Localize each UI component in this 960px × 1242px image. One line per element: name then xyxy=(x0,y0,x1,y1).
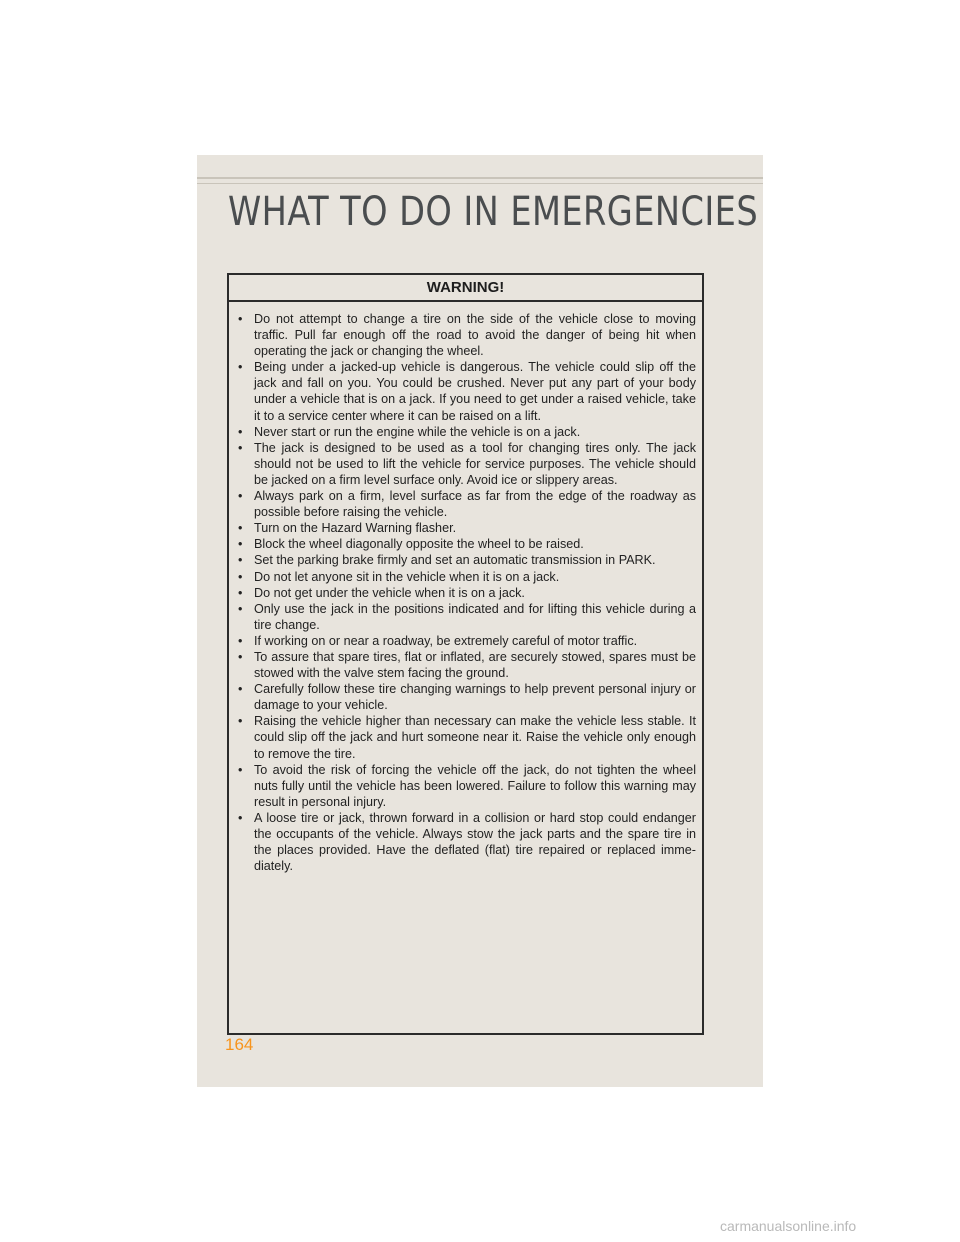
warning-item xyxy=(237,552,696,568)
bullet-icon: • xyxy=(238,569,243,584)
warning-item xyxy=(237,681,696,713)
warning-item-text: Do not attempt to change a tire on the side of the vehicle close to moving traffic. Pull far enough off the road to avoid the danger of being hit when operating the jack or changing the wheel. xyxy=(254,312,696,359)
bullet-icon: • xyxy=(238,633,243,648)
warning-item xyxy=(237,762,696,810)
warning-item xyxy=(237,536,696,552)
bullet-icon: • xyxy=(238,682,243,697)
warning-item-text: Being under a jacked-up vehicle is dangerous. The vehicle could slip off the jack and fall on you. You could be crushed. Never put any part of your body under a vehicle that is on a jack. If you need to get under a raised vehicle, take it to a service center where it can be raised on a lift. xyxy=(254,360,696,423)
bullet-icon: • xyxy=(238,585,243,600)
page-number: 164 xyxy=(225,1035,254,1054)
section-title: WHAT TO DO IN EMERGENCIES xyxy=(228,189,759,235)
warning-item-text: Block the wheel diagonally opposite the wheel to be raised. xyxy=(254,537,584,552)
bullet-icon: • xyxy=(238,553,243,568)
warning-title: WARNING! xyxy=(229,275,702,302)
warning-item xyxy=(237,810,696,874)
bullet-icon: • xyxy=(238,537,243,552)
warning-item xyxy=(237,713,696,761)
warning-item xyxy=(237,488,696,520)
bullet-icon: • xyxy=(238,360,243,375)
warning-box xyxy=(227,273,704,1035)
warning-item xyxy=(237,649,696,681)
header-rule-secondary xyxy=(197,183,763,184)
warning-item xyxy=(237,633,696,649)
warning-item xyxy=(237,440,696,488)
bullet-icon: • xyxy=(238,424,243,439)
bullet-icon: • xyxy=(238,601,243,616)
header-rule xyxy=(197,177,763,179)
warning-item-text: To avoid the risk of forcing the vehicle off the jack, do not tighten the wheel nuts fully until the vehicle has been lowered. Failure to follow this warning may result in personal injury. xyxy=(254,762,696,809)
bullet-icon: • xyxy=(238,714,243,729)
warning-item xyxy=(237,569,696,585)
warning-item-text: A loose tire or jack, thrown forward in a collision or hard stop could endanger the occupants of the vehicle. Always stow the jack parts and the spare tire in the places provided. Have the deflated (flat) tire repaired or replaced imme-diately. xyxy=(254,810,696,874)
warning-item-text: If working on or near a roadway, be extremely careful of motor traffic. xyxy=(254,633,638,648)
warning-item xyxy=(237,520,696,536)
bullet-icon: • xyxy=(238,521,243,536)
warning-item-text: Turn on the Hazard Warning flasher. xyxy=(254,521,457,536)
warning-item xyxy=(237,601,696,633)
warning-item-text: Set the parking brake firmly and set an automatic transmission in PARK. xyxy=(254,553,656,568)
manual-page xyxy=(197,155,763,1087)
warning-item-text: Do not let anyone sit in the vehicle when it is on a jack. xyxy=(254,569,560,584)
warning-item-text: To assure that spare tires, flat or inflated, are securely stowed, spares must be stowed with the valve stem facing the ground. xyxy=(254,649,696,681)
warning-item xyxy=(237,311,696,359)
warning-item-text: Never start or run the engine while the vehicle is on a jack. xyxy=(254,424,581,439)
watermark: carmanualsonline.info xyxy=(720,1218,857,1234)
warning-item-text: Carefully follow these tire changing warnings to help prevent personal injury or damage to your vehicle. xyxy=(254,682,696,713)
warning-item-text: Do not get under the vehicle when it is on a jack. xyxy=(254,585,525,600)
bullet-icon: • xyxy=(238,312,243,326)
warning-item xyxy=(237,359,696,423)
bullet-icon: • xyxy=(238,810,243,825)
bullet-icon: • xyxy=(238,762,243,777)
warning-item-text: Only use the jack in the positions indicated and for lifting this vehicle during a tire change. xyxy=(254,601,696,632)
bullet-icon: • xyxy=(238,440,243,455)
warning-item-text: The jack is designed to be used as a tool for changing tires only. The jack should not be used to lift the vehicle for service purposes. The vehicle should be jacked on a firm level surface only. Avoid ice or slippery areas. xyxy=(254,440,696,487)
warning-item-text: Raising the vehicle higher than necessary can make the vehicle less stable. It could slip off the jack and hurt someone near it. Raise the vehicle only enough to remove the tire. xyxy=(254,714,696,761)
warning-item xyxy=(237,585,696,601)
warning-item-text: Always park on a firm, level surface as far from the edge of the roadway as possible before raising the vehicle. xyxy=(254,489,696,520)
bullet-icon: • xyxy=(238,649,243,664)
warning-list xyxy=(229,302,702,874)
bullet-icon: • xyxy=(238,489,243,504)
warning-item xyxy=(237,424,696,440)
